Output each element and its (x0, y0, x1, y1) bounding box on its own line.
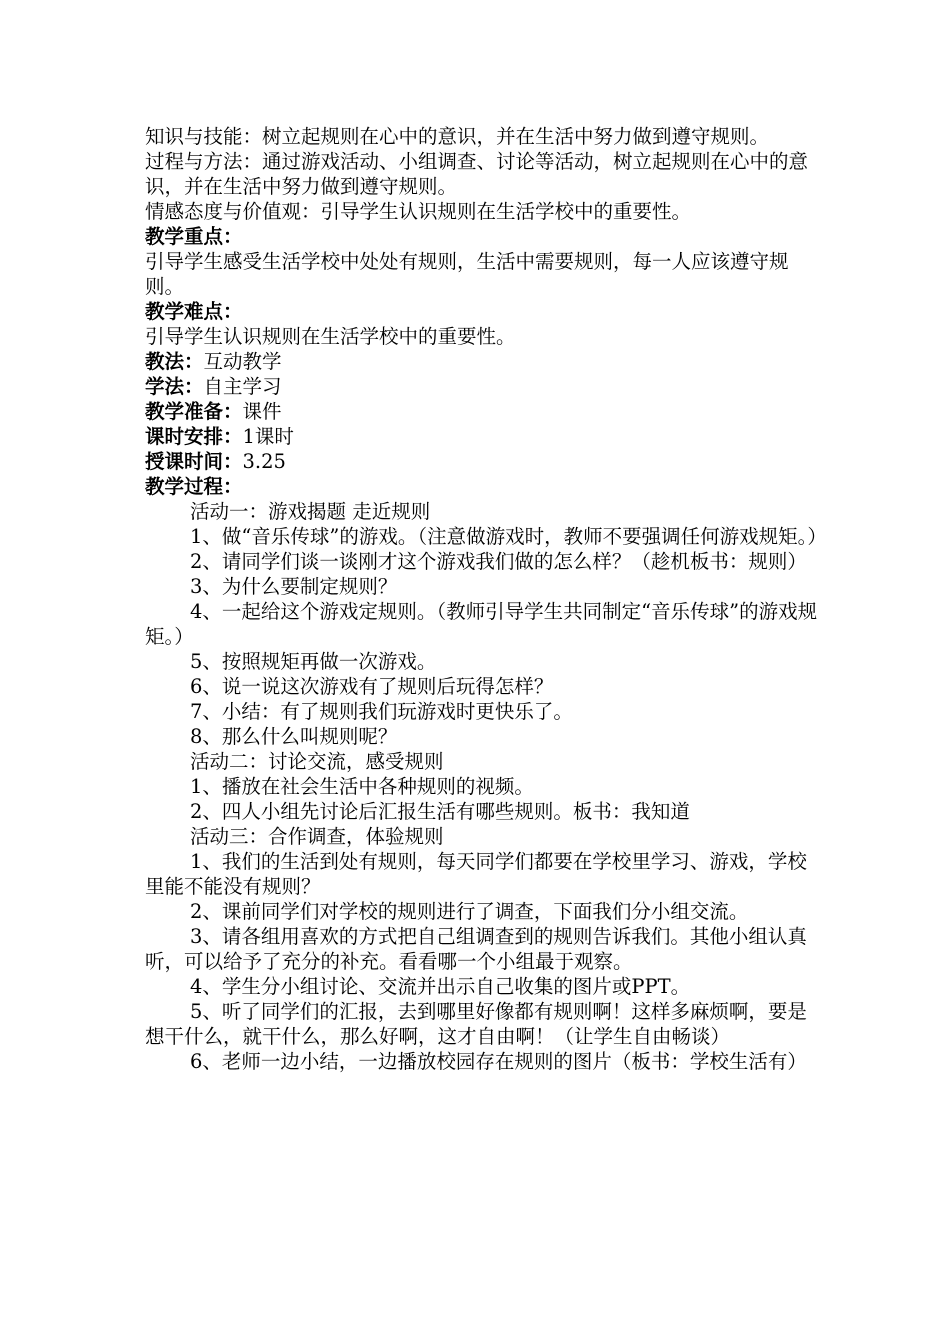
info-label: 课时安排： (145, 425, 243, 448)
difficulty-heading: 教学难点： (145, 300, 243, 323)
info-time (145, 449, 825, 474)
objective-emotion: 情感态度与价值观：引导学生认识规则在生活学校中的重要性。 (145, 200, 692, 223)
activity1-step: 1、做“音乐传球”的游戏。（注意做游戏时，教师不要强调任何游戏规矩。） (190, 525, 827, 548)
activity2-step: 1、播放在社会生活中各种规则的视频。 (190, 775, 534, 798)
activity1-step: 7、小结：有了规则我们玩游戏时更快乐了。 (190, 700, 573, 723)
activity3-step: 4、学生分小组讨论、交流并出示自己收集的图片或PPT。 (190, 975, 691, 998)
difficulty-text: 引导学生认识规则在生活学校中的重要性。 (145, 325, 516, 348)
objective-process: 过程与方法：通过游戏活动、小组调查、讨论等活动，树立起规则在心中的意识，并在生活中努力做到遵守规则。 (145, 150, 809, 198)
info-label: 教法： (145, 350, 204, 373)
activity1-step: 3、为什么要制定规则？ (190, 575, 398, 598)
process-heading: 教学过程： (145, 475, 243, 498)
info-value: 自主学习 (203, 375, 282, 398)
info-label: 授课时间： (145, 450, 243, 473)
activity3-title: 活动三：合作调查，体验规则 (190, 825, 444, 848)
info-preparation (145, 399, 825, 424)
info-value: 1课时 (242, 425, 294, 448)
activity3-step: 2、课前同学们对学校的规则进行了调查，下面我们分小组交流。 (190, 900, 749, 923)
activity3-step: 1、我们的生活到处有规则，每天同学们都要在学校里学习、游戏，学校里能不能没有规则？ (145, 850, 807, 898)
info-value: 3.25 (242, 450, 286, 473)
activity1-step: 8、那么什么叫规则呢？ (190, 725, 398, 748)
key-point-text: 引导学生感受生活学校中处处有规则，生活中需要规则，每一人应该遵守规则。 (145, 250, 789, 298)
info-learning (145, 374, 825, 399)
info-value: 课件 (242, 400, 282, 423)
info-value: 互动教学 (203, 350, 282, 373)
activity3-step: 3、请各组用喜欢的方式把自己组调查到的规则告诉我们。其他小组认真听，可以给予了充分的补充。看看哪一个小组最于观察。 (145, 925, 807, 973)
document-page (145, 124, 825, 1074)
activity1-step: 2、请同学们谈一谈刚才这个游戏我们做的怎么样？（趁机板书：规则） (190, 550, 807, 573)
activity1-title: 活动一：游戏揭题 走近规则 (190, 500, 431, 523)
activity2-title: 活动二：讨论交流，感受规则 (190, 750, 444, 773)
info-label: 教学准备： (145, 400, 243, 423)
activity1-step: 4、一起给这个游戏定规则。（教师引导学生共同制定“音乐传球”的游戏规矩。） (145, 600, 818, 648)
info-label: 学法： (145, 375, 204, 398)
objective-knowledge: 知识与技能：树立起规则在心中的意识，并在生活中努力做到遵守规则。 (145, 125, 770, 148)
activity2-step: 2、四人小组先讨论后汇报生活有哪些规则。板书：我知道 (190, 800, 690, 823)
activity1-step: 5、按照规矩再做一次游戏。 (190, 650, 437, 673)
activity3-step: 6、老师一边小结，一边播放校园存在规则的图片（板书：学校生活有） (190, 1050, 807, 1073)
activity3-step: 5、听了同学们的汇报，去到哪里好像都有规则啊！这样多麻烦啊，要是想干什么，就干什么，那么好啊，这才自由啊！（让学生自由畅谈） (145, 1000, 807, 1048)
key-point-heading: 教学重点： (145, 225, 243, 248)
activity1-step: 6、说一说这次游戏有了规则后玩得怎样？ (190, 675, 554, 698)
info-schedule (145, 424, 825, 449)
info-method (145, 349, 825, 374)
